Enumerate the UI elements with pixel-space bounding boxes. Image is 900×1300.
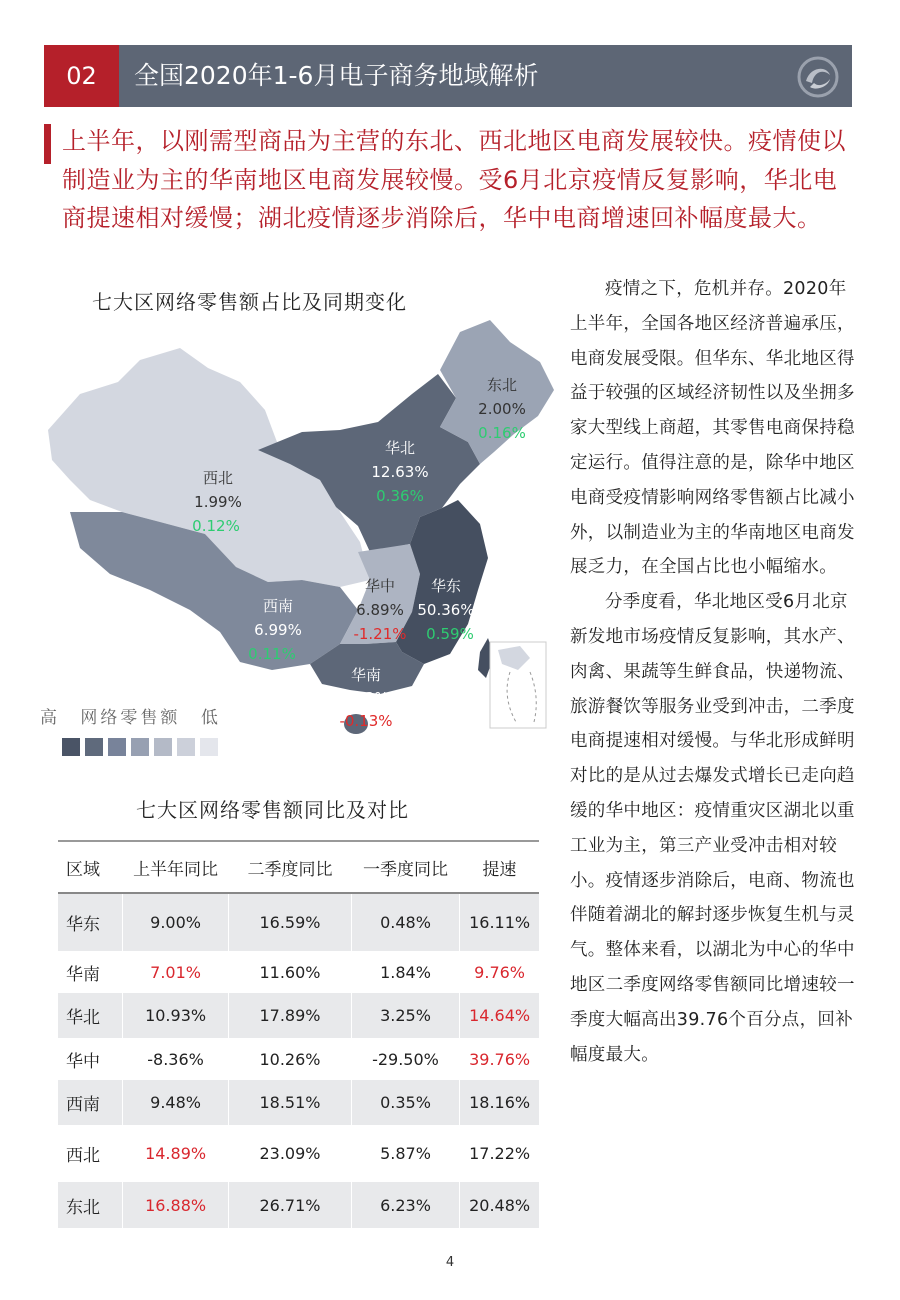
- table-cell: 39.76%: [469, 1049, 531, 1069]
- table-header: 一季度同比: [351, 841, 459, 893]
- table-cell: 11.60%: [229, 951, 352, 993]
- table-cell: 9.48%: [122, 1080, 228, 1125]
- table-cell: 16.11%: [460, 893, 539, 951]
- table-row: [58, 1080, 539, 1125]
- china-region-map: [40, 312, 560, 752]
- table-cell-region: 华北: [58, 993, 122, 1038]
- table-row: [58, 1038, 539, 1080]
- table-header: 上半年同比: [122, 841, 228, 893]
- map-title: 七大区网络零售额占比及同期变化: [92, 290, 407, 314]
- page-number: 4: [445, 1255, 455, 1270]
- body-text: [570, 272, 860, 1072]
- label-northwest-share: 1.99%: [194, 493, 242, 511]
- label-northeast-share: 2.00%: [478, 400, 526, 418]
- table-cell: 14.89%: [122, 1125, 228, 1182]
- label-southwest-change: 0.11%: [248, 645, 296, 663]
- table-cell: 20.48%: [460, 1182, 539, 1228]
- legend-label: 网络零售额: [80, 708, 181, 728]
- label-southwest-share: 6.99%: [254, 621, 302, 639]
- label-north-share: 12.63%: [371, 463, 429, 481]
- label-east-share: 50.36%: [417, 601, 475, 619]
- label-central-name: 华中: [364, 577, 396, 595]
- table-cell: 18.16%: [460, 1080, 539, 1125]
- table-cell: 6.23%: [351, 1182, 459, 1228]
- label-central-share: 6.89%: [356, 601, 404, 619]
- table-cell: 10.26%: [229, 1038, 352, 1080]
- table-row: [58, 951, 539, 993]
- table-cell-region: 华中: [58, 1038, 122, 1080]
- legend-swatch: [85, 738, 103, 756]
- table-cell: 14.64%: [460, 993, 539, 1038]
- label-north-change: 0.36%: [376, 487, 424, 505]
- label-east-name: 华东: [430, 577, 462, 595]
- table-cell-region: 西北: [58, 1125, 122, 1182]
- table-cell: 18.51%: [229, 1080, 352, 1125]
- table-cell: 3.25%: [351, 993, 459, 1038]
- label-east-change: 0.59%: [426, 625, 474, 643]
- legend-swatch: [200, 738, 218, 756]
- section-title: 全国2020年1-6月电子商务地域解析: [134, 61, 539, 90]
- table-cell: -8.36%: [122, 1038, 228, 1080]
- table-cell: 5.87%: [351, 1125, 459, 1182]
- table-cell-region: 东北: [58, 1182, 122, 1228]
- legend-high: 高: [40, 708, 60, 728]
- lead-paragraph: 上半年，以刚需型商品为主营的东北、西北地区电商发展较快。疫情使以制造业为主的华南地区电商发展较慢。受6月北京疫情反复影响，华北电商提速相对缓慢；湖北疫情逐步消除后，华中电商增速回补幅度最大。: [62, 127, 846, 232]
- brand-logo-icon: [796, 55, 840, 99]
- growth-table: [58, 840, 539, 1228]
- table-cell: 17.89%: [229, 993, 352, 1038]
- table-body: [58, 893, 539, 1228]
- body-paragraph: 疫情之下，危机并存。2020年上半年，全国各地区经济普遍承压，电商发展受限。但华东、华北地区得益于较强的区域经济韧性以及坐拥多家大型线上商超，其零售电商保持稳定运行。值得注意的是，除华中地区电商受疫情影响网络零售额占比减小外，以制造业为主的华南地区电商发展乏力，在全国占比也小幅缩水。: [570, 279, 855, 578]
- legend-swatches: [62, 738, 218, 756]
- table-cell: 17.22%: [469, 1144, 531, 1163]
- section-number: 02: [44, 45, 119, 107]
- table-cell: 9.00%: [122, 893, 228, 951]
- table-cell: 23.09%: [229, 1125, 352, 1182]
- table-cell-region: 华南: [58, 951, 122, 993]
- label-north-name: 华北: [384, 439, 416, 457]
- table-cell: 10.93%: [122, 993, 228, 1038]
- table-row: [58, 1125, 539, 1182]
- table-row: [58, 993, 539, 1038]
- table-cell: 16.59%: [229, 893, 352, 951]
- label-northeast-change: 0.16%: [478, 424, 526, 442]
- table-row: [58, 893, 539, 951]
- section-header: [44, 45, 852, 107]
- lead-accent-bar: [44, 124, 51, 164]
- table-cell-region: 西南: [58, 1080, 122, 1125]
- table-cell: 16.88%: [122, 1182, 228, 1228]
- legend-low: 低: [200, 708, 221, 728]
- table-cell: -29.50%: [351, 1038, 459, 1080]
- legend-swatch: [108, 738, 126, 756]
- table-header: 提速: [460, 841, 539, 893]
- map-legend: [40, 703, 221, 728]
- table-cell: 26.71%: [229, 1182, 352, 1228]
- table-cell: 0.35%: [351, 1080, 459, 1125]
- legend-swatch: [62, 738, 80, 756]
- label-south-change: -0.13%: [339, 712, 393, 730]
- body-paragraph: 分季度看，华北地区受6月北京新发地市场疫情反复影响，其水产、肉禽、果蔬等生鲜食品，快递物流、旅游餐饮等服务业受到冲击，二季度电商提速相对缓慢。与华北形成鲜明对比的是从过去爆发式增长已走向趋缓的华中地区：疫情重灾区湖北以重工业为主，第三产业受冲击相对较小。疫情逐步消除后，电商、物流也伴随着湖北的解封逐步恢复生机与灵气。整体来看，以湖北为中心的华中地区二季度网络零售额同比增速较一季度大幅高出39.76个百分点，回补幅度最大。: [570, 592, 855, 1065]
- label-northeast-name: 东北: [486, 376, 518, 394]
- table-cell-region: 华东: [58, 893, 122, 951]
- table-cell: 7.01%: [122, 951, 228, 993]
- label-central-change: -1.21%: [353, 625, 407, 643]
- table-header: 区域: [58, 841, 122, 893]
- label-southwest-name: 西南: [262, 597, 294, 615]
- label-northwest-change: 0.12%: [192, 517, 240, 535]
- table-cell: 1.84%: [351, 951, 459, 993]
- legend-swatch: [154, 738, 172, 756]
- table-header: 二季度同比: [229, 841, 352, 893]
- label-northwest-name: 西北: [202, 469, 234, 487]
- table-cell: 0.48%: [351, 893, 459, 951]
- table-row: [58, 1182, 539, 1228]
- legend-swatch: [177, 738, 195, 756]
- table-cell: 9.76%: [474, 962, 525, 982]
- label-south-share: 19.13%: [331, 689, 389, 707]
- label-south-name: 华南: [350, 666, 382, 684]
- legend-swatch: [131, 738, 149, 756]
- table-title: 七大区网络零售额同比及对比: [136, 798, 409, 822]
